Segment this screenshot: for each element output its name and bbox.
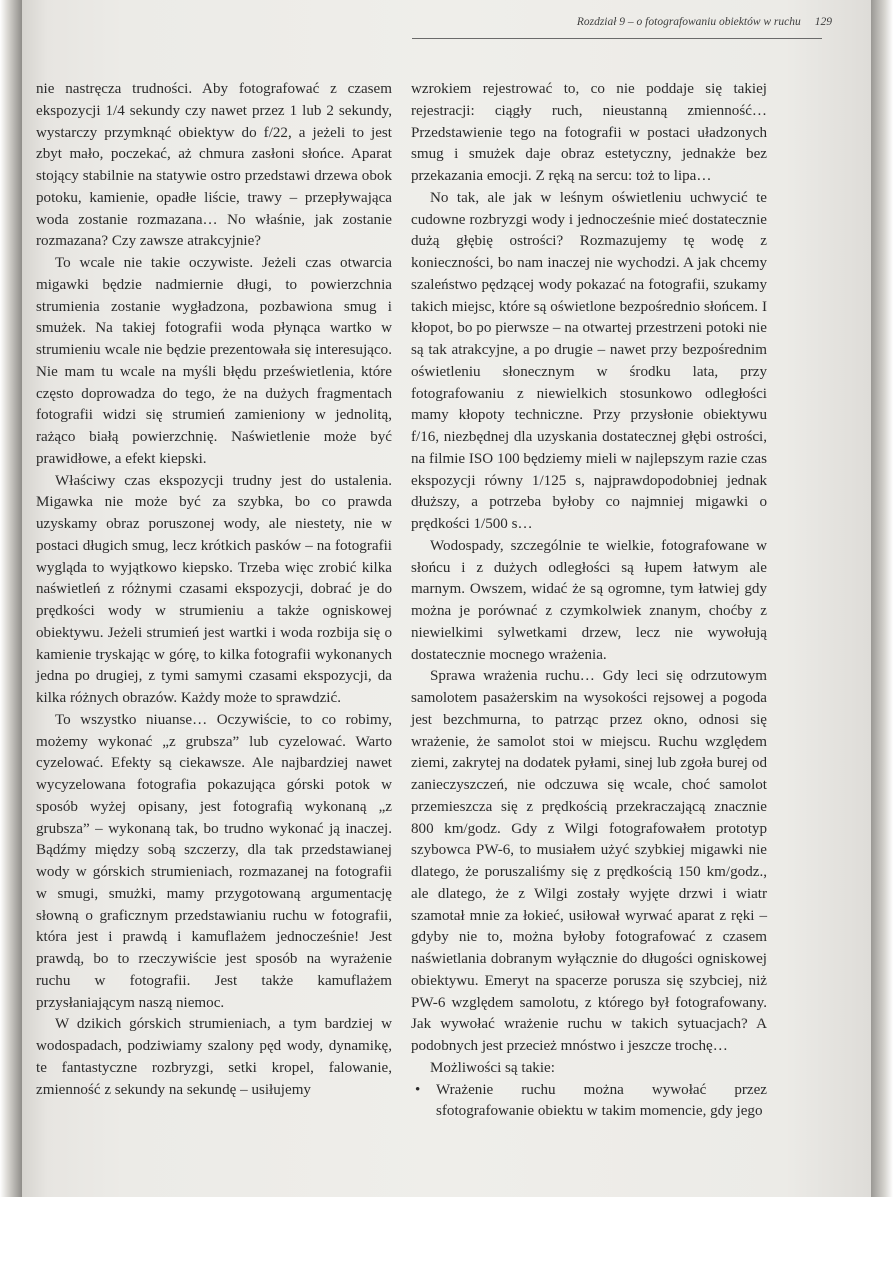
paragraph: Sprawa wrażenia ruchu… Gdy leci się odrzutowym samolotem pasażerskim na wysokości rejsowej a pogoda jest bezchmurna, to patrząc przez okno, odnosi się wrażenie, że samolot stoi w miejscu. Ruchu względem ziemi, zakrytej na dodatek pyłami, sinej lub zgoła burej od zanieczyszczeń, nie odczuwa się wcale, choć samolot przemieszcza się z prędkością przekraczającą znacznie 800 km/godz. Gdy z Wilgi fotografowałem prototyp szybowca PW-6, to musiałem użyć szybkiej migawki nie dlatego, że poruszaliśmy się z prędkością 150 km/godz., ale dlatego, że z Wilgi zostały wyjęte drzwi i wiatr szamotał mnie za łokieć, usiłował wyrwać aparat z ręki – gdyby nie to, można byłoby fotografować z czasem naświetlania dobranym wyłącznie do długości ogniskowej obiektywu. Emeryt na spacerze porusza się szybciej, niż PW-6 względem samolotu, z którego był fotografowany. Jak wywołać wrażenie ruchu w takich sytuacjach? A podobnych jest przecież mnóstwo i jeszcze trochę… bbox=[411, 668, 767, 1054]
list-item bbox=[411, 1080, 767, 1124]
left-column bbox=[36, 79, 392, 1101]
bullet-icon: • bbox=[415, 1081, 421, 1098]
scan-shadow-left bbox=[0, 0, 22, 1197]
paragraph: Wodospady, szczególnie te wielkie, fotografowane w słońcu i z dużych odległości są łupem łatwym ale marnym. Owszem, widać że są ogromne, tym łatwiej gdy można je porównać z czymkolwiek znanym, choćby z niewielkimi sylwetkami drzew, lecz nie wywołują dostatecznie mocnego wrażenia. bbox=[411, 537, 767, 663]
chapter-title: Rozdział 9 – o fotografowaniu obiektów w ruchu bbox=[576, 16, 801, 28]
page-number: 129 bbox=[814, 16, 832, 28]
paragraph: To wcale nie takie oczywiste. Jeżeli czas otwarcia migawki będzie nadmiernie długi, to powierzchnia strumienia zostanie wygładzona, pozbawiona smug i smużek. Na takiej fotografii woda płynąca wartko w strumieniu wcale nie będzie prezentowała się interesująco. Nie mam tu wcale na myśli błędu prześwietlenia, które często doprowadza do tego, że na dużych fragmentach fotografii widzi się strumień zamieniony w jednolitą, rażąco białą powierzchnię. Naświetlenie może być prawidłowe, a efekt kiepski. bbox=[36, 255, 392, 467]
paragraph: W dzikich górskich strumieniach, a tym bardziej w wodospadach, podziwiamy szalony pęd wody, dynamikę, te fantastyczne rozbryzgi, setki kropel, falowanie, zmienność z sekundy na sekundę – usiłujemy bbox=[36, 1016, 392, 1098]
header-rule bbox=[412, 38, 822, 39]
right-column bbox=[411, 79, 767, 1123]
paragraph: wzrokiem rejestrować to, co nie poddaje się takiej rejestracji: ciągły ruch, nieustanną zmienność… Przedstawienie tego na fotografii w postaci uładzonych smug i smużek daje obraz estetyczny, jednakże bez przekazania emocji. Z ręką na sercu: toż to lipa… bbox=[411, 81, 767, 184]
running-header bbox=[412, 16, 832, 36]
paragraph: Możliwości są takie: bbox=[430, 1059, 555, 1076]
bullet-list bbox=[411, 1080, 767, 1124]
scan-shadow-right bbox=[871, 0, 893, 1197]
paragraph: nie nastręcza trudności. Aby fotografować z czasem ekspozycji 1/4 sekundy czy nawet przez 1 lub 2 sekundy, wystarczy przymknąć obiektyw do f/22, a jeżeli to jest zbyt mało, poczekać, aż chmura zasłoni słońce. Aparat stojący stabilnie na statywie ostro przedstawi drzewa obok potoku, kamienie, opadłe liście, trawy – przepływająca woda zostanie rozmazana… No właśnie, jak zostanie rozmazana? Czy zawsze atrakcyjnie? bbox=[36, 81, 392, 250]
paragraph: To wszystko niuanse… Oczywiście, to co robimy, możemy wykonać „z grubsza” lub cyzelować. Warto cyzelować. Efekty są ciekawsze. Ale najbardziej nawet wycyzelowana fotografia pokazująca górski potok w sposób wyżej opisany, jest fotografią wykonaną „z grubsza” – wykonaną tak, bo trudno wykonać ją inaczej. Bądźmy między sobą szczerzy, dla tak przedstawianej wody w górskich strumieniach, rozmazanej na fotografii w smugi, smużki, mamy przygotowaną argumentację słowną o graficznym przedstawianiu ruchu w fotografii, która jest i prawdą i kamuflażem jednocześnie! Jest prawdą, bo to rzeczywiście jest sposób na wyrażenie ruchu w fotografii. Jest także kamuflażem przysłaniającym naszą niemoc. bbox=[36, 711, 392, 1011]
paragraph: No tak, ale jak w leśnym oświetleniu uchwycić te cudowne rozbryzgi wody i jednocześnie mieć dostatecznie dużą głębię ostrości? Rozmazujemy tę wodę z konieczności, bo nam inaczej nie wychodzi. A jak chcemy szaleństwo pędzącej wody pokazać na fotografii, szukamy takich miejsc, które są oświetlone bezpośrednio słońcem. I kłopot, bo po pierwsze – na otwartej przestrzeni potoki nie są tak atrakcyjne, a po drugie – nawet przy bezpośrednim oświetleniu słonecznym w środku lata, przy fotografowaniu z niewielkich stosunkowo odległości mamy kłopoty techniczne. Przy przysłonie obiektywu f/16, niezbędnej dla uzyskania dostatecznej głębi ostrości, na filmie ISO 100 będziemy mieli w najlepszym razie czas ekspozycji równy 1/125 s, najprawdopodobniej jednak dłuższy, a potrzeba byłoby co najmniej migawki o prędkości 1/500 s… bbox=[411, 189, 767, 532]
list-item-text: Wrażenie ruchu można wywołać przez sfotografowanie obiektu w takim momencie, gdy jego bbox=[436, 1081, 767, 1120]
paragraph: Właściwy czas ekspozycji trudny jest do ustalenia. Migawka nie może być za szybka, bo co prawda uzyskamy obraz poruszonej wody, ale niestety, nie w postaci długich smug, lecz krótkich pasków – na fotografii wygląda to wyjątkowo kiepsko. Trzeba więc zrobić kilka naświetleń z różnymi czasami ekspozycji, dobrać je do prędkości wody w strumieniu a także ogniskowej obiektywu. Jeżeli strumień jest wartki i woda rozbija się o kamienie tryskając w górę, to kilka fotografii wykonanych jedna po drugiej, z tymi samymi czasami ekspozycji, da kilka różnych obrazów. Każdy może to sprawdzić. bbox=[36, 472, 392, 706]
